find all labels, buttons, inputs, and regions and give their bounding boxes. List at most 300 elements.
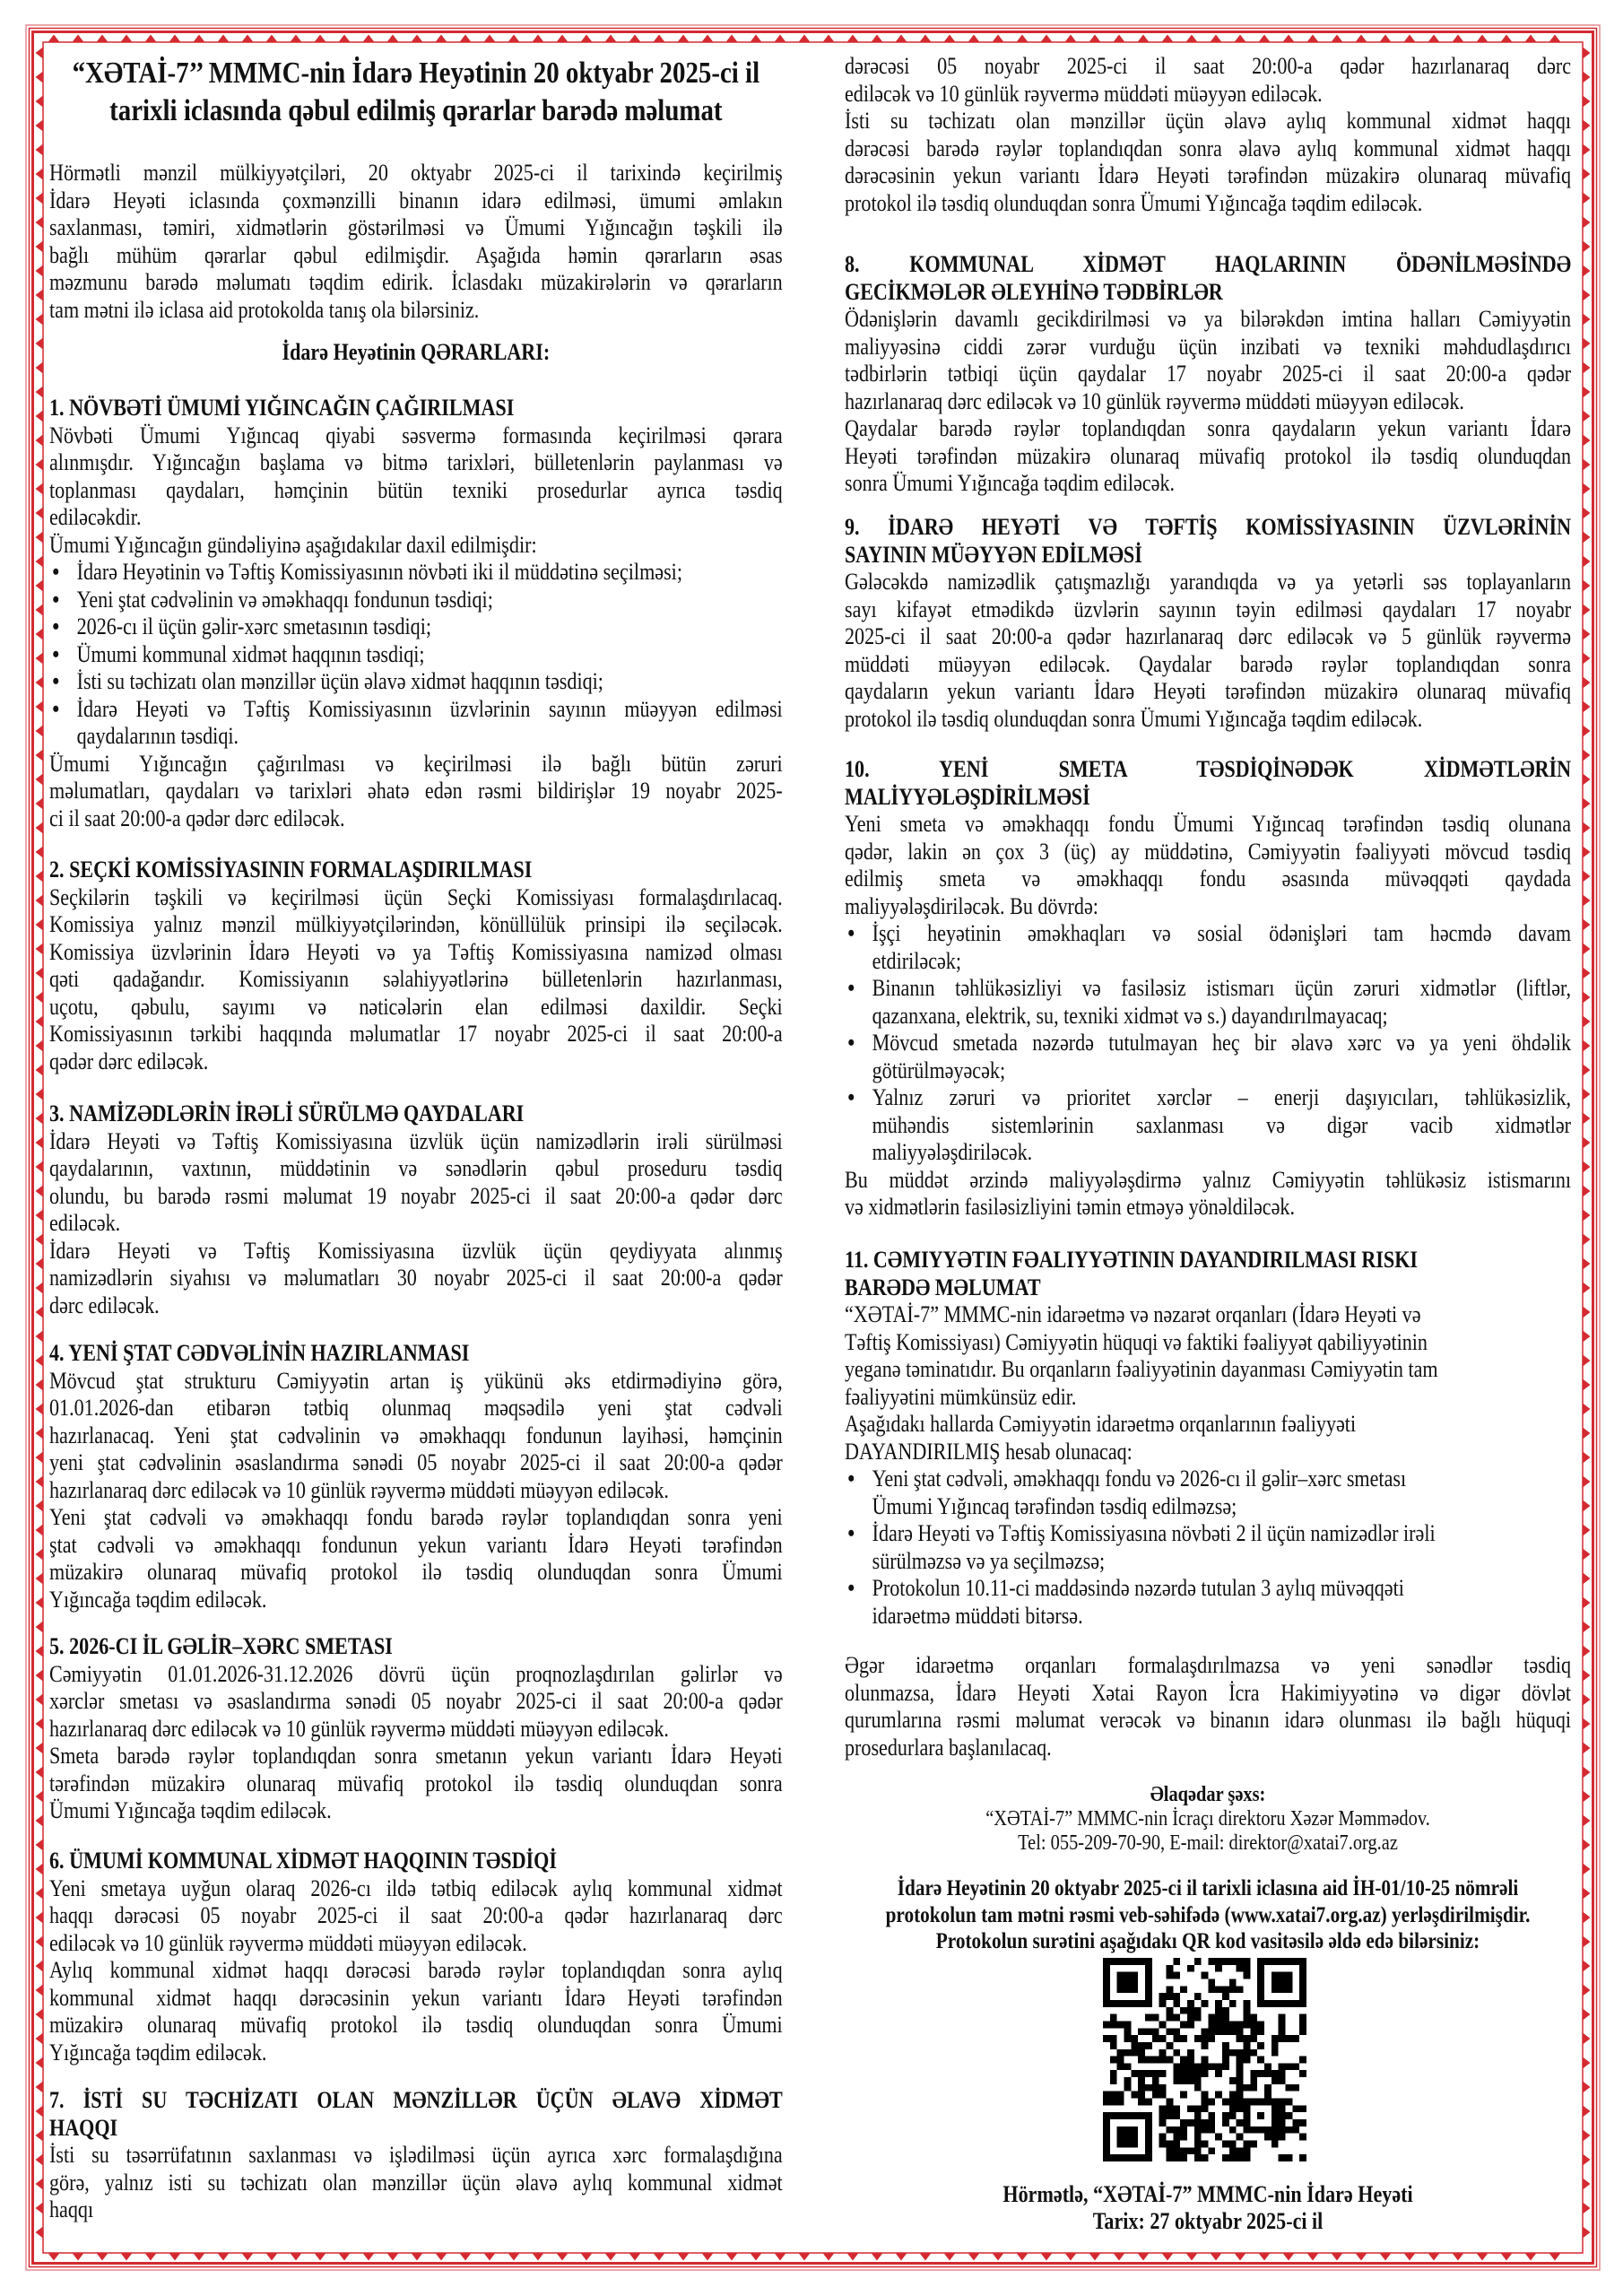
section-heading-line: GECİKMƏLƏR ƏLEYHİNƏ TƏDBİRLƏR [845,278,1223,305]
border-triangle [1583,629,1591,640]
border-triangle [1583,459,1591,471]
section-heading-line: 1. NÖVBƏTİ ÜMUMİ YIĞINCAĞIN ÇAĞIRILMASI [49,395,515,421]
paragraph-line: hazırlanacaq. Yeni ştat cədvəlinin və əməkhaqqı fondunun layihəsi, həmçinin [49,1422,783,1448]
border-triangle [1583,532,1591,544]
intro-paragraph [49,160,783,324]
border-triangle [1583,774,1591,786]
right-column [845,0,1571,2296]
section-9 [845,514,1571,733]
bullet-line: İşçi heyətinin əməkhaqları və sosial ödənişləri tam həcmdə davam [872,920,1572,946]
paragraph-line: tərəfindən müzakirə olunaraq müvafiq protokol ilə təsdiq olunduqdan sonra [49,1770,783,1796]
paragraph-line: protokol ilə təsdiq olunduqdan sonra Ümumi Yığıncağa təqdim ediləcək. [845,189,1423,216]
bullet-line: Ümumi Yığıncaq tərəfindən təsdiq edilməzsə; [872,1492,1237,1519]
paragraph-line: Yığıncağa təqdim ediləcək. [49,2039,267,2066]
paragraph-line: ediləcək və 10 günlük rəyvermə müddəti müəyyən ediləcək. [845,80,1323,107]
section-7-continuation [845,53,1571,217]
border-triangle [1583,1089,1591,1100]
border-triangle [1583,265,1591,277]
paragraph-line: fəaliyyətini mümkünsüz edir. [845,1383,1077,1410]
left-column [49,0,783,2296]
border-triangle [1583,1040,1591,1052]
paragraph-line: Komissiya üzvlərinin İdarə Heyəti və ya Təftiş Komissiyasına namizəd olması [49,938,783,965]
paragraph [49,1128,783,1238]
border-triangle [36,2130,44,2142]
paragraph-line: Gələcəkdə namizədlik çatışmazlığı yarandıqda və ya yetərli səs toplayanların [845,569,1572,595]
border-triangle [1583,1016,1591,1028]
border-triangle [799,35,811,43]
border-triangle [36,1331,44,1343]
paragraph-line: Ümumi Yığıncağın çağırılması və keçirilməsi ilə bağlı bütün zəruri [49,750,783,777]
bullet-line: Binanın təhlükəsizliyi və fasiləsiz istismarı üçün zəruri xidmətlər (liftlər, [872,975,1572,1001]
border-triangle [36,1622,44,1633]
border-triangle [36,1743,44,1754]
bullet-line: etdiriləcək; [872,947,961,974]
section-heading [49,1340,783,1368]
border-triangle [1583,72,1591,83]
border-triangle [36,48,44,59]
paragraph-line: Növbəti Ümumi Yığıncaq qiyabi səsvermə formasında keçirilməsi qərara [49,422,783,448]
border-triangle [36,435,44,447]
paragraph [49,1368,783,1505]
bullet-list [845,920,1571,1167]
closing-paragraph [845,1652,1571,1761]
paragraph-line: protokol ilə təsdiq olunduqdan sonra Ümumi Yığıncağa təqdim ediləcək. [845,705,1423,732]
border-triangle [36,290,44,301]
qr-code [1103,1958,1306,2161]
paragraph-line: edilmiş smeta və əməkhaqqı fondu əsasında müvəqqəti qaydada [845,865,1572,891]
border-triangle [36,2203,44,2214]
border-triangle [36,1040,44,1052]
section-heading [845,251,1571,306]
border-triangle [1583,1767,1591,1779]
border-triangle [1583,580,1591,592]
paragraph [845,415,1571,498]
paragraph-line: yeni ştat cədvəlinin əsaslandırma sənədi 05 noyabr 2025-ci il saat 20:00-a qədər [49,1449,783,1475]
border-triangle [36,1113,44,1125]
bullet-icon [847,920,855,948]
border-triangle [36,1186,44,1197]
border-triangle [36,653,44,665]
border-triangle [1583,1743,1591,1754]
paragraph [845,811,1571,920]
border-triangle [36,1767,44,1779]
border-triangle [36,1549,44,1561]
bullet-icon [847,1465,855,1493]
bullet-text [872,1520,1571,1575]
border-triangle [1583,2130,1591,2142]
closing-line: olunmazsa, İdarə Heyəti Xətai Rayon İcra Hakimiyyətinə və digər dövlət [845,1679,1572,1706]
border-triangle [1583,1694,1591,1706]
border-triangle [36,1476,44,1488]
paragraph-line: sayı kifayət etmədikdə üzvlərin sayının təyin edilməsi qaydaları 17 noyabr [845,596,1572,622]
closing-line: prosedurlara başlanılacaq. [845,1734,1052,1761]
border-triangle [36,483,44,495]
border-triangle [1583,1936,1591,1948]
paragraph-line: Cəmiyyətin 01.01.2026-31.12.2026 dövrü üçün proqnozlaşdırılan gəlirlər və [49,1660,783,1687]
paragraph-line: dərəcəsi barədə rəylər toplandıqdan sonra əlavə aylıq kommunal xidmət haqqı [845,135,1572,161]
border-triangle [1583,1888,1591,1900]
border-triangle [36,1210,44,1222]
document-title [49,55,783,130]
border-triangle [36,750,44,761]
border-triangle [36,72,44,83]
border-triangle [36,895,44,907]
section-heading-line: 4. YENİ ŞTAT CƏDVƏLİNİN HAZIRLANMASI [49,1340,470,1366]
paragraph-line: hazırlanaraq dərc ediləcək və 10 günlük rəyvermə müddəti müəyyən ediləcək. [49,1476,669,1503]
border-triangle [36,1016,44,1028]
border-triangle [1583,919,1591,931]
border-triangle [1583,968,1591,979]
border-triangle [36,387,44,398]
bullet-line: Ümumi kommunal xidmət haqqının təsdiqi; [76,640,425,667]
section-heading [49,2087,783,2142]
section-heading [845,514,1571,569]
paragraph-line: uçotu, qəbulu, sayımı və nəticələrin elan edilməsi daxildir. Seçki [49,993,783,1020]
section-5 [49,1633,783,1825]
paragraph-line: ediləcək. [49,1210,121,1236]
border-triangle [36,532,44,544]
border-triangle [1583,726,1591,737]
paragraph-line: hazırlanaraq dərc ediləcək və 10 günlük rəyvermə müddəti müəyyən ediləcək. [49,1715,669,1742]
paragraph-line: Ümumi Yığıncağa təqdim ediləcək. [49,1797,332,1823]
border-triangle [799,2253,811,2261]
border-triangle [36,1912,44,1924]
border-triangle [36,774,44,786]
intro-line: məzmunu barədə məlumatı təqdim edirik. İclasdakı müzakirələrin və qərarların [49,269,783,295]
border-triangle [1583,992,1591,1004]
section-8 [845,251,1571,498]
closing-line: Əgər idarəetmə orqanları formalaşdırılmazsa və yeni sənədlər təsdiq [845,1652,1572,1678]
paragraph [49,1875,783,1958]
paragraph [49,751,783,833]
bullet-icon [52,668,59,696]
bullet-item [845,920,1571,975]
paragraph-line: qədər dərc ediləcək. [49,1048,209,1074]
bullet-item [49,613,783,641]
border-triangle [36,2227,44,2239]
paragraph-line: Mövcud ştat strukturu Cəmiyyətin artan iş yükünü əks etdirmədiyinə görə, [49,1367,783,1394]
paragraph-line: xərclər smetası və əsaslandırma sənədi 05 noyabr 2025-ci il saat 20:00-a qədər [49,1688,783,1714]
section-heading-line: 7. İSTİ SU TƏCHİZATI OLAN MƏNZİLLƏR ÜÇÜN ƏLAVƏ XİDMƏT [49,2087,783,2113]
paragraph-line: Komissiya yalnız mənzil mülkiyyətçilərindən, könüllülük prinsipi ilə seçiləcək. [49,911,783,937]
bullet-item [845,1465,1571,1520]
section-heading [49,857,783,884]
paragraph-line: Ümumi Yığıncağın gündəliyinə aşağıdakılar daxil edilmişdir: [49,531,537,558]
border-triangle [1583,1839,1591,1851]
bullet-line: Mövcud smetada nəzərdə tutulmayan heç bir əlavə xərc və ya yeni öhdəlik [872,1030,1572,1056]
bullet-text [872,1575,1571,1630]
bullet-item [49,696,783,751]
paragraph-line: Yeni ştat cədvəli və əməkhaqqı fondu barədə rəylər toplandıqdan sonra yeni [49,1504,783,1530]
border-triangle [1583,871,1591,883]
section-11 [845,1247,1571,1630]
paragraph-line: Heyəti tərəfindən müzakirə olunaraq müvafiq protokol ilə təsdiq olunduqdan [845,442,1572,469]
section-4 [49,1340,783,1613]
border-triangle [1583,604,1591,616]
paragraph-line: qaydalarının, vaxtının, müddətinin və sənədlərin qəbul proseduru təsdiq [49,1155,783,1181]
section-heading [49,1633,783,1661]
section-heading [845,1247,1571,1301]
border-triangle [1583,1258,1591,1270]
paragraph [845,108,1571,217]
border-triangle [36,2106,44,2118]
title-line: “XƏTAİ-7’’ MMMC-nin İdarə Heyətinin 20 oktyabr 2025-ci il [72,57,760,90]
border-triangle [1583,1234,1591,1246]
bullet-line: İdarə Heyəti və Təftiş Komissiyasına növbəti 2 il üçün namizədlər irəli [872,1520,1436,1546]
border-triangle [1583,1161,1591,1173]
border-triangle [36,604,44,616]
protocol-line: protokolun tam mətni rəsmi veb-səhifədə (www.xatai7.org.az) yerləşdirilmişdir. [885,1902,1531,1927]
border-triangle [36,1525,44,1536]
border-triangle [36,1646,44,1657]
border-triangle [1583,1549,1591,1561]
paragraph-line: “XƏTAİ-7” MMMC-nin idarəetmə və nəzarət orqanları (İdarə Heyəti və [845,1301,1421,1327]
bullet-text [872,1084,1571,1167]
bullet-item [845,1520,1571,1575]
border-triangle [1583,822,1591,834]
border-triangle [36,798,44,810]
border-triangle [1583,2154,1591,2166]
border-triangle [1583,241,1591,253]
intro-line: Hörmətli mənzil mülkiyyətçiləri, 20 oktyabr 2025-ci il tarixində keçirilmiş [49,160,783,186]
intro-line: saxlanması, təmiri, xidmətlərin göstərilməsi və Ümumi Yığıncağın təşkili ilə [49,214,783,240]
paragraph-line: müddəti müəyyən ediləcək. Qaydalar barədə rəylər toplandıqdan sonra [845,650,1572,677]
paragraph [49,532,783,560]
paragraph-line: hazırlanaraq dərc ediləcək və 10 günlük rəyvermə müddəti müəyyən ediləcək. [845,387,1464,414]
closing-line: qurumlarına rəsmi məlumat verəcək və binanın idarə olunması ilə bağlı hüquqi [845,1707,1572,1733]
paragraph-line: İsti su təsərrüfatının saxlanması və işlədilməsi üçün ayrıca xərc formalaşdığına [49,2142,783,2168]
paragraph [49,1238,783,1320]
bullet-icon [52,613,59,641]
border-triangle [36,96,44,108]
border-triangle [1583,435,1591,447]
section-heading-line: 11. CƏMIYYƏTIN FƏALIYYƏTININ DAYANDIRILMASI RISKI [845,1247,1419,1273]
border-triangle [36,338,44,350]
border-triangle [1583,144,1591,156]
paragraph-line: alınmışdır. Yığıncağın başlama və bitmə tarixləri, bülletenlərin paylanması və [49,449,783,475]
paragraph-line: dərc ediləcək. [49,1292,160,1318]
border-triangle [36,1718,44,1730]
bullet-text [77,559,783,587]
border-triangle [36,411,44,422]
contact-label: Əlaqədar şəxs: [1150,1783,1266,1806]
border-triangle [36,847,44,858]
section-heading [49,1100,783,1128]
border-triangle [36,1428,44,1439]
border-triangle [36,1670,44,1682]
contact-block [845,1783,1571,1856]
paragraph-line: Təftiş Komissiyası) Cəmiyyətin hüquqi və faktiki fəaliyyət qabiliyyətinin [845,1328,1428,1355]
paragraph-line: ştat cədvəli və əməkhaqqı fondunun yekun variantı İdarə Heyəti tərəfindən [49,1531,783,1558]
border-triangle [823,2253,835,2261]
bullet-line: İsti su təchizatı olan mənzillər üçün əlavə xidmət haqqının təsdiqi; [76,668,603,694]
border-triangle [1583,1718,1591,1730]
paragraph-line: Aylıq kommunal xidmət haqqı dərəcəsi barədə rəylər toplandıqdan sonra aylıq [49,1957,783,1983]
paragraph-line: və xidmətlərin fasiləsizliyini təmin etməyə yönəldiləcək. [845,1194,1296,1220]
paragraph-line: maliyyələşdiriləcək. Bu dövrdə: [845,892,1098,919]
contact-details: Tel: 055-209-70-90, E-mail: direktor@xatai7.org.az [1018,1831,1398,1855]
bullet-list [49,559,783,751]
border-triangle [36,677,44,689]
border-triangle [1583,1186,1591,1197]
paragraph-line: Bu müddət ərzində maliyyələşdirmə yalnız Cəmiyyətin təhlükəsiz istismarını [845,1166,1572,1193]
border-triangle [36,1500,44,1512]
section-heading-line: 9. İDARƏ HEYƏTİ VƏ TƏFTİŞ KOMİSSİYASININ ÜZVLƏRİNİN [845,514,1572,540]
border-triangle [1583,314,1591,326]
border-triangle [36,556,44,568]
border-triangle [1583,1428,1591,1439]
section-heading [49,395,783,422]
border-triangle [36,241,44,253]
bullet-icon [847,1084,855,1112]
border-triangle [36,1258,44,1270]
border-triangle [1583,653,1591,665]
border-triangle [36,1355,44,1367]
border-triangle [36,1379,44,1391]
bullet-line: Yalnız zəruri və prioritet xərclər – enerji daşıyıcıları, təhlükəsizlik, [872,1084,1572,1110]
border-triangle [1583,1500,1591,1512]
border-triangle [1583,1065,1591,1076]
border-triangle [36,1597,44,1609]
border-triangle [1583,193,1591,204]
paragraph-line: toplanması qaydaları, həmçinin bütün texniki prosedurlar ayrıca təsdiq [49,476,783,503]
bullet-item [845,1084,1571,1167]
section-heading [49,1848,783,1875]
border-triangle [1583,1597,1591,1609]
border-triangle [1583,508,1591,519]
paragraph-line: maliyyəsinə ciddi zərər vurduğu üçün inzibati və texniki məhdudlaşdırıcı [845,333,1572,360]
paragraph-line: Smeta barədə rəylər toplandıqdan sonra smetanın yekun variantı İdarə Heyəti [49,1743,783,1769]
border-triangle [1583,798,1591,810]
bullet-icon [52,696,59,724]
border-triangle [1583,1573,1591,1585]
border-triangle [1583,1307,1591,1318]
border-triangle [36,1694,44,1706]
border-triangle [36,2082,44,2093]
border-triangle [1583,2057,1591,2069]
border-triangle [36,265,44,277]
section-heading-line: BARƏDƏ MƏLUMAT [845,1274,1041,1300]
section-6 [49,1848,783,2066]
border-triangle [36,822,44,834]
border-triangle [36,992,44,1004]
border-triangle [36,1936,44,1948]
border-triangle [36,1404,44,1415]
intro-line: tam mətni ilə iclasa aid protokolda tanış ola bilərsiniz. [49,296,480,323]
border-triangle [1583,1912,1591,1924]
paragraph-line: İsti su təchizatı olan mənzillər üçün əlavə aylıq kommunal xidmət haqqı [845,108,1572,134]
border-triangle [1583,2009,1591,2021]
border-triangle [1583,2227,1591,2239]
border-triangle [1583,2106,1591,2118]
paragraph-line: Komissiyasının tərkibi haqqında məlumatlar 17 noyabr 2025-ci il saat 20:00-a [49,1021,783,1047]
paragraph-line: dərəcəsi 05 noyabr 2025-ci il saat 20:00-a qədər hazırlanaraq dərc [845,53,1572,79]
paragraph [845,53,1571,108]
border-triangle [36,871,44,883]
paragraph-line: olundu, bu barədə rəsmi məlumat 19 noyabr 2025-ci il saat 20:00-a qədər dərc [49,1182,783,1209]
border-triangle [1583,750,1591,761]
border-triangle [36,2009,44,2021]
border-triangle [36,1452,44,1464]
bullet-line: Yeni ştat cədvəlinin və əməkhaqqı fondunun təsdiqi; [76,586,493,613]
border-triangle [36,120,44,132]
section-heading-line: 2. SEÇKİ KOMİSSİYASININ FORMALAŞDIRILMASI [49,857,533,883]
border-triangle [1583,2179,1591,2190]
bullet-item [845,1030,1571,1084]
bullet-line: qazanxana, elektrik, su, texniki xidmət və s.) dayandırılmayacaq; [872,1002,1388,1029]
border-triangle [823,35,835,43]
intro-line: bağlı mühüm qərarlar qəbul edilmişdir. Aşağıda həmin qərarların əsas [49,241,783,268]
paragraph [845,1301,1571,1411]
border-triangle [1583,169,1591,180]
bullet-text [872,920,1571,975]
paragraph-line: 2025-ci il saat 20:00-a qədər hazırlanaraq dərc ediləcək və 5 günlük rəyvermə [845,623,1572,649]
paragraph [845,1411,1571,1465]
signature-date: Tarix: 27 oktyabr 2025-ci il [1092,2208,1324,2234]
border-triangle [1583,1113,1591,1125]
border-triangle [1583,1961,1591,1972]
border-triangle [36,193,44,204]
border-triangle [36,701,44,713]
border-triangle [1583,2203,1591,2214]
border-triangle [1583,1210,1591,1222]
protocol-note [845,1875,1571,1955]
border-triangle [36,2057,44,2069]
paragraph-line: Yeni smetaya uyğun olaraq 2026-cı ildə tətbiq ediləcək aylıq kommunal xidmət [49,1874,783,1901]
border-triangle [1583,1355,1591,1367]
bullet-text [77,613,783,641]
border-triangle [1583,483,1591,495]
bullet-icon [847,1520,855,1548]
paragraph [49,1661,783,1744]
paragraph-line: Yığıncağa təqdim ediləcək. [49,1586,267,1613]
border-triangle [1583,2082,1591,2093]
border-triangle [36,1864,44,1875]
border-triangle [1583,387,1591,398]
border-triangle [36,314,44,326]
paragraph [49,1743,783,1825]
section-heading-line: 6. ÜMUMİ KOMMUNAL XİDMƏT HAQQININ TƏSDİQİ [49,1848,557,1874]
border-triangle [1583,1864,1591,1875]
border-triangle [1583,1622,1591,1633]
section-heading-line: 5. 2026-CI İL GƏLİR–XƏRC SMETASI [49,1633,393,1659]
bullet-line: idarəetmə müddəti bitərsə. [872,1602,1083,1629]
section-heading [845,756,1571,811]
paragraph [49,1957,783,2066]
section-1 [49,395,783,832]
bullet-icon [847,975,855,1003]
border-triangle [36,1307,44,1318]
paragraph-line: Ödənişlərin davamlı gecikdirilməsi və ya bilərəkdən imtina halları Cəmiyyətin [845,306,1572,332]
section-heading-line: 3. NAMİZƏDLƏRİN İRƏLİ SÜRÜLMƏ QAYDALARI [49,1100,525,1126]
border-triangle [1583,1791,1591,1803]
section-heading-line: 10. YENİ SMETA TƏSDİQİNƏDƏK XİDMƏTLƏRİN [845,756,1572,782]
paragraph-line: tədbirlərin tətbiqi üçün qaydalar 17 noyabr 2025-ci il saat 20:00-a qədər [845,361,1572,387]
bullet-text [77,587,783,614]
section-heading-line: HAQQI [49,2114,118,2141]
bullet-text [77,641,783,669]
bullet-text [77,668,783,696]
bullet-line: mühəndis sistemlərinin saxlanması və digər vacib xidmətlər [872,1111,1572,1138]
border-triangle [36,1888,44,1900]
border-triangle [36,508,44,519]
paragraph-line: qaydaların yekun variantı İdarə Heyəti tərəfindən müzakirə olunaraq müvafiq [845,678,1572,704]
border-triangle [1583,411,1591,422]
border-triangle [1583,120,1591,132]
paragraph-line: 01.01.2026-dan etibarən tətbiq olunmaq məqsədilə yeni ştat cədvəli [49,1395,783,1421]
bullet-icon [52,587,59,614]
border-triangle [1583,338,1591,350]
